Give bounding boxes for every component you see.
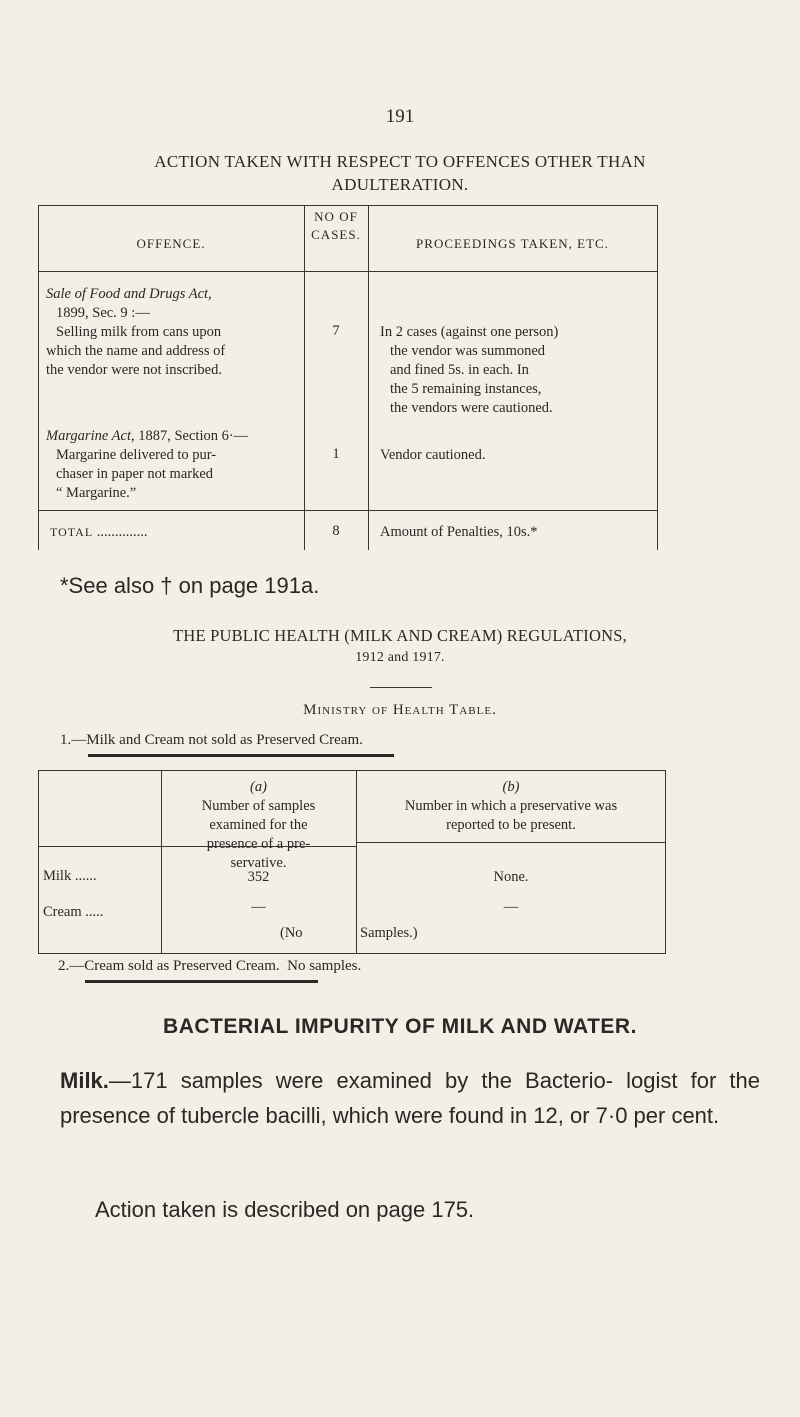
page-number: 191	[385, 106, 415, 127]
act-section: 1887, Section 6·—	[138, 428, 249, 444]
column-a-text: Number of samples	[201, 798, 316, 814]
column-a-label: (a)	[250, 779, 267, 795]
row-label-milk: Milk ......	[43, 868, 97, 884]
header-offence: OFFENCE.	[136, 236, 206, 251]
total-penalties: Amount of Penalties, 10s.*	[380, 524, 538, 540]
act-name: Sale of Food and Drugs Act,	[46, 286, 212, 302]
header-cases	[304, 208, 368, 244]
table-rule	[38, 205, 39, 550]
table-rule	[38, 510, 658, 511]
row-offence-2	[46, 427, 301, 503]
column-b-header	[356, 778, 666, 835]
proceedings-2: Vendor cautioned.	[380, 447, 486, 463]
proceedings-line: and fined 5s. in each. In	[390, 362, 529, 378]
column-a-header	[161, 778, 356, 873]
column-a-text: examined for the	[209, 817, 308, 833]
milk-paragraph	[60, 1063, 760, 1133]
milk-text: —171 samples were examined by the Bacterio- logist for the presence of tubercle bacilli, which were found in 12, or 7·0 per cent.	[60, 1068, 760, 1128]
total-cases: 8	[332, 523, 340, 539]
column-b-text: reported to be present.	[446, 817, 576, 833]
milk-preservative: None.	[493, 869, 529, 885]
heading-line-2: ADULTERATION.	[331, 175, 469, 194]
table-rule	[38, 770, 39, 954]
proceedings-line: In 2 cases (against one person)	[380, 324, 559, 340]
table-rule	[38, 770, 666, 771]
cream-preservative: —	[503, 899, 519, 915]
table-rule	[657, 205, 658, 550]
offence-desc: chaser in paper not marked	[56, 466, 214, 482]
act-section: 1899, Sec. 9 :—	[56, 305, 150, 321]
column-a-text: servative.	[230, 855, 287, 871]
offence-desc: the vendor were not inscribed.	[46, 362, 222, 378]
underline	[85, 980, 318, 983]
cream-samples: —	[251, 899, 266, 915]
table-rule	[304, 205, 305, 550]
milk-samples: 352	[247, 869, 270, 885]
total-dots: ..............	[96, 524, 148, 540]
subheading-2-result: No samples.	[287, 958, 362, 974]
total-row-label	[50, 523, 300, 542]
short-rule	[370, 687, 432, 688]
table-rule	[368, 205, 369, 550]
cases-count-2: 1	[332, 446, 340, 462]
underline	[88, 754, 394, 757]
no-samples-note-a: (No	[280, 925, 303, 941]
column-b-label: (b)	[502, 779, 520, 795]
act-name: Margarine Act,	[46, 428, 135, 444]
offences-table	[38, 205, 658, 550]
section-heading-offences	[40, 150, 760, 196]
table-rule	[38, 953, 666, 954]
subheading-2-text: 2.—Cream sold as Preserved Cream.	[58, 958, 280, 974]
proceedings-line: the 5 remaining instances,	[390, 381, 542, 397]
ministry-title: Ministry of Health Table.	[303, 702, 497, 718]
heading-years: 1912 and 1917.	[355, 650, 445, 665]
offence-desc: Selling milk from cans upon	[56, 324, 222, 340]
see-also-note: *See also † on page 191a.	[60, 573, 320, 598]
heading-line-1: ACTION TAKEN WITH RESPECT TO OFFENCES OTHER THAN	[154, 152, 646, 171]
heading-line-1: THE PUBLIC HEALTH (MILK AND CREAM) REGULATIONS,	[173, 626, 627, 645]
offence-desc: “ Margarine.”	[56, 485, 137, 501]
subheading-2	[58, 958, 361, 975]
section-heading-regulations	[30, 625, 770, 669]
header-cases-line1: NO OF	[314, 209, 358, 224]
table-rule	[38, 271, 658, 272]
table-rule	[38, 205, 658, 206]
offence-desc: which the name and address of	[46, 343, 226, 359]
no-samples-note-b: Samples.)	[360, 925, 418, 941]
header-proceedings: PROCEEDINGS TAKEN, ETC.	[416, 236, 609, 251]
row-offence-1	[46, 285, 301, 380]
subheading-1	[60, 732, 363, 749]
table-rule	[356, 842, 666, 843]
column-a-text: presence of a pre-	[206, 836, 311, 852]
proceedings-line: the vendor was summoned	[390, 343, 546, 359]
bacterial-heading: BACTERIAL IMPURITY OF MILK AND WATER.	[163, 1015, 637, 1038]
row-label-cream: Cream .....	[43, 904, 104, 920]
header-cases-line2: CASES.	[311, 227, 361, 242]
cases-count-1: 7	[332, 323, 340, 339]
subheading-1-text: 1.—Milk and Cream not sold as Preserved Cream.	[60, 732, 363, 748]
proceedings-1	[380, 323, 655, 418]
column-b-text: Number in which a preservative was	[404, 798, 618, 814]
milk-lead: Milk.	[60, 1068, 109, 1093]
offence-desc: Margarine delivered to pur-	[56, 447, 217, 463]
act-line	[46, 427, 301, 446]
action-text: Action taken is described on page 175.	[95, 1197, 475, 1222]
total-label: TOTAL	[50, 525, 94, 539]
proceedings-line: the vendors were cautioned.	[390, 400, 553, 416]
milk-cream-table	[38, 770, 666, 955]
